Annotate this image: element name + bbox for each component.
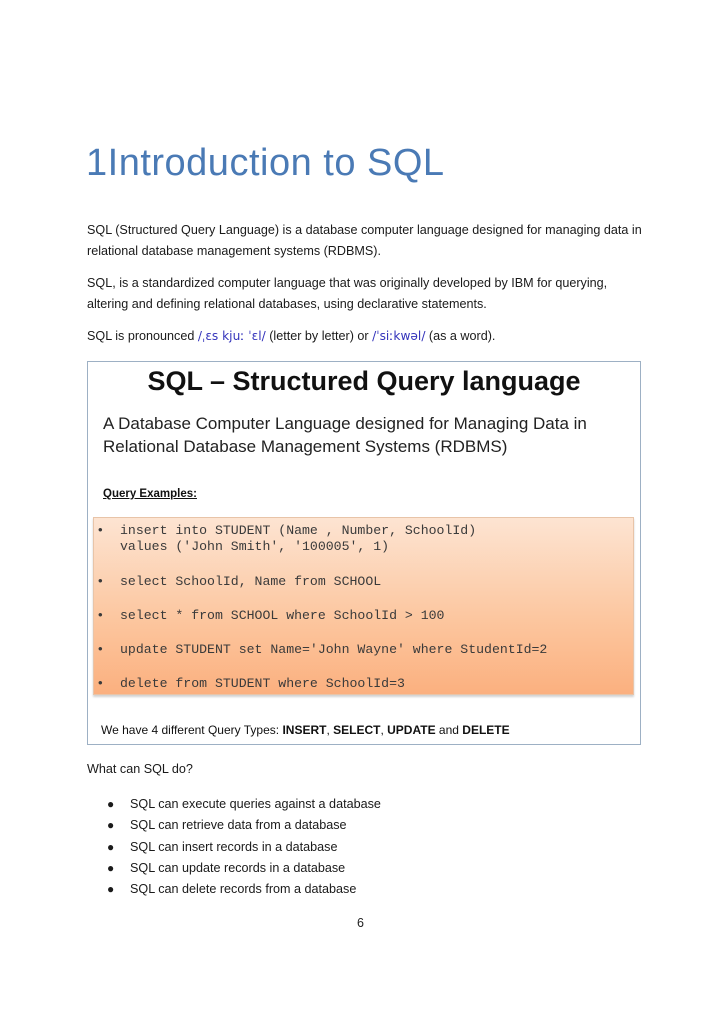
type-update: UPDATE: [387, 723, 436, 737]
query-examples-label: Query Examples:: [103, 488, 197, 500]
bullet-icon: •: [98, 641, 103, 656]
type-insert: INSERT: [282, 723, 327, 737]
bullet-icon: ●: [107, 818, 115, 833]
query-select-2: • select * from SCHOOL where SchoolId > 100: [98, 607, 445, 623]
bullet-icon: ●: [107, 839, 115, 854]
type-select: SELECT: [333, 723, 381, 737]
sql-slide-figure: [87, 361, 641, 745]
type-delete: DELETE: [462, 723, 510, 737]
ipa-letter-by-letter-link[interactable]: /ˌɛs kjuː ˈɛl/: [197, 329, 266, 343]
bullet-icon: ●: [107, 882, 115, 897]
query-insert-line-2: values ('John Smith', '100005', 1): [120, 539, 390, 554]
section-title: Introduction to SQL: [107, 142, 445, 184]
query-update: • update STUDENT set Name='John Wayne' where StudentId=2: [98, 641, 548, 657]
bullet-icon: ●: [107, 797, 115, 811]
list-item: ● SQL can execute queries against a database: [105, 794, 381, 815]
bullet-icon: •: [98, 607, 103, 622]
section-number: 1: [86, 142, 108, 184]
list-item: ● SQL can retrieve data from a database: [105, 815, 381, 836]
bullet-icon: •: [98, 675, 103, 690]
query-delete: • delete from STUDENT where SchoolId=3: [98, 675, 405, 691]
pronunciation-prefix: SQL is pronounced: [87, 329, 198, 343]
list-item: ● SQL can update records in a database: [105, 858, 381, 879]
query-types-summary: We have 4 different Query Types: INSERT, SELECT, UPDATE and DELETE: [101, 723, 510, 737]
intro-paragraph-2: SQL, is a standardized computer language that was originally developed by IBM for querying, altering and defining relational databases, using declarative statements.: [87, 276, 608, 311]
pronunciation-middle: (letter by letter) or: [265, 329, 373, 343]
list-item: ● SQL can insert records in a database: [105, 837, 381, 858]
query-examples-box: [93, 517, 634, 695]
list-item: ● SQL can delete records from a database: [105, 879, 381, 900]
bullet-icon: •: [98, 522, 103, 537]
bullet-icon: ●: [107, 860, 115, 875]
page-number: 6: [357, 916, 364, 930]
pronunciation-suffix: (as a word).: [425, 329, 496, 343]
slide-subtitle: A Database Computer Language designed for Managing Data in Relational Database Management Systems (RDBMS): [103, 414, 587, 456]
bullet-icon: •: [98, 573, 103, 588]
slide-title: SQL – Structured Query language: [147, 366, 581, 396]
query-insert-line-1: • insert into STUDENT (Name , Number, SchoolId): [98, 522, 477, 538]
ipa-as-word-link[interactable]: /ˈsiːkwəl/: [372, 329, 426, 343]
intro-paragraph-1: SQL (Structured Query Language) is a database computer language designed for managing data in relational database management systems (RDBMS).: [87, 223, 642, 258]
section-heading: [86, 142, 445, 185]
sql-capabilities-list: [105, 794, 381, 900]
query-select-1: • select SchoolId, Name from SCHOOL: [98, 573, 382, 589]
pronunciation-paragraph: [87, 326, 647, 347]
what-can-sql-do-heading: What can SQL do?: [87, 762, 193, 776]
